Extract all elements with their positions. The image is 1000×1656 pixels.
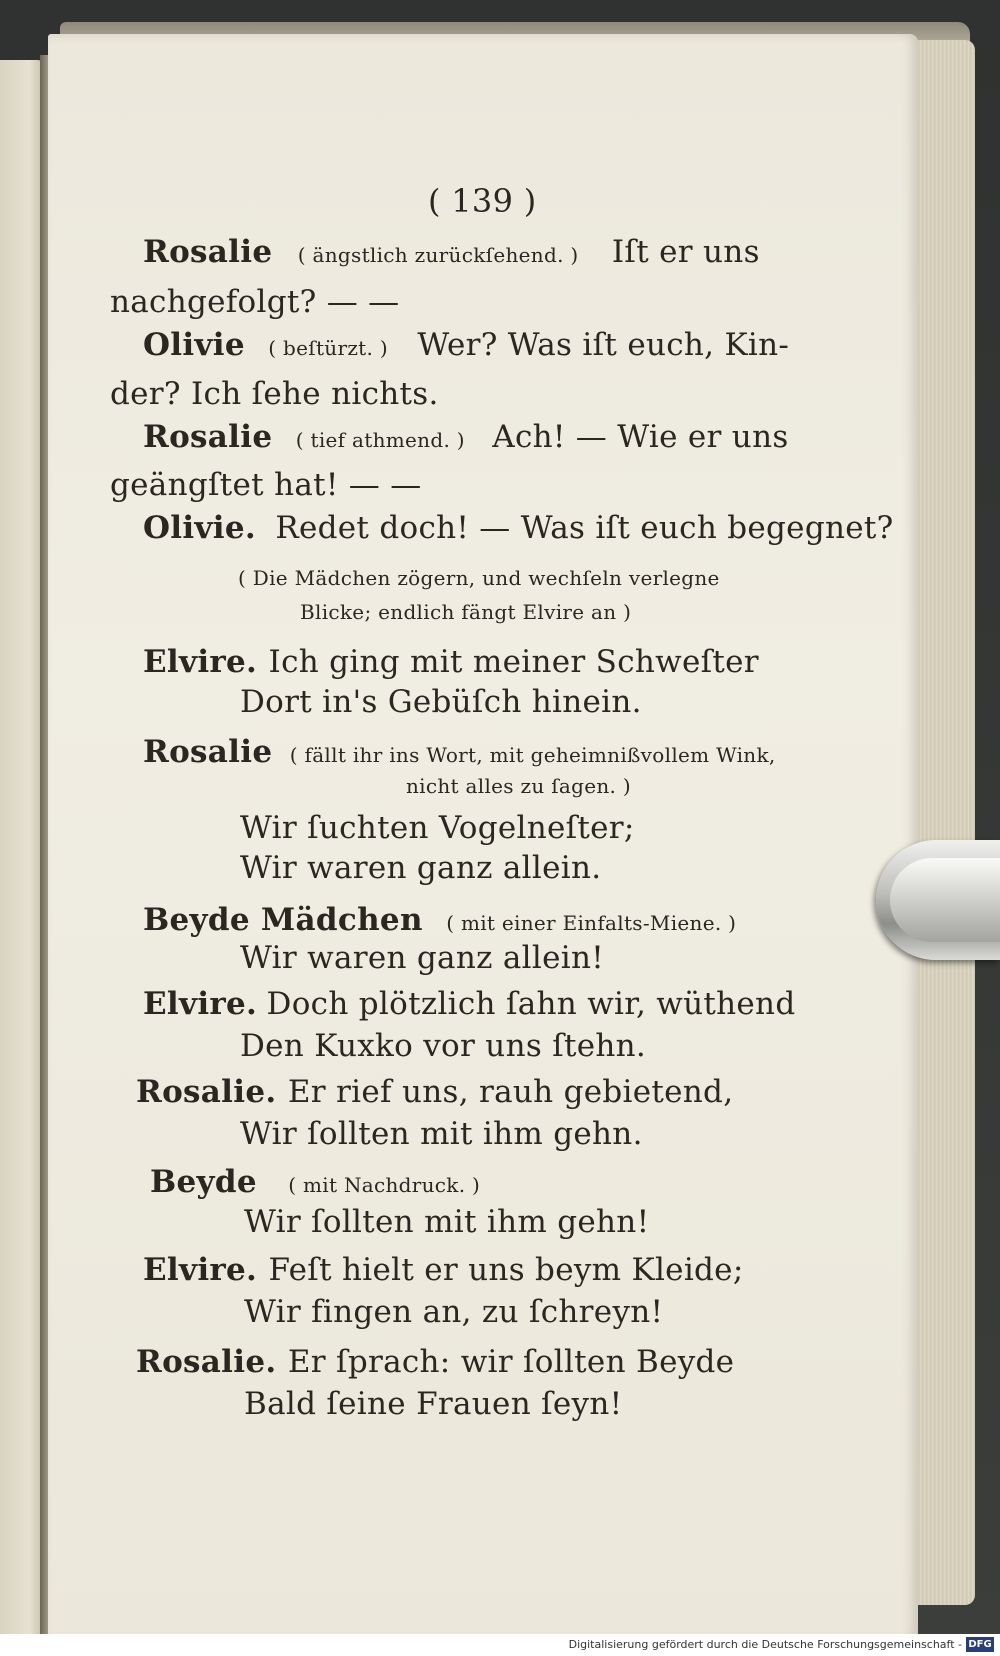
- text-line: [136, 1344, 734, 1380]
- text-line: [143, 734, 776, 770]
- text-line: [143, 1252, 744, 1288]
- speaker-name: Elvire.: [143, 1252, 258, 1288]
- stage-direction: ( fällt ihr ins Wort, mit geheimnißvollem Wink,: [289, 743, 776, 767]
- dialogue-text: Ich ging mit meiner Schweſter: [268, 644, 759, 680]
- stage-direction: ( mit Nachdruck. ): [288, 1173, 481, 1197]
- dialogue-text: Iſt er uns: [611, 234, 760, 270]
- dialogue-text: Wir waren ganz allein!: [240, 940, 604, 976]
- speaker-name: Rosalie: [143, 419, 273, 455]
- speaker-name: Elvire.: [143, 986, 258, 1022]
- dialogue-text: Wir ſuchten Vogelneſter;: [240, 810, 635, 846]
- page-number: ( 139 ): [428, 182, 537, 220]
- text-line: [136, 1074, 733, 1110]
- speaker-name: Rosalie.: [136, 1074, 277, 1110]
- speaker-name: Olivie: [143, 327, 245, 363]
- speaker-name: Rosalie.: [136, 1344, 277, 1380]
- text-line: [143, 986, 795, 1022]
- stage-direction: ( beſtürzt. ): [268, 336, 388, 360]
- dialogue-text: Feſt hielt er uns beym Kleide;: [268, 1252, 744, 1288]
- speaker-name: Rosalie: [143, 234, 273, 270]
- page-clip: [876, 840, 1000, 960]
- dialogue-text: der? Ich ſehe nichts.: [110, 376, 439, 412]
- dialogue-text: Er ſprach: wir ſollten Beyde: [287, 1344, 735, 1380]
- text-line: [143, 234, 760, 270]
- dialogue-text: Den Kuxko vor uns ſtehn.: [240, 1028, 647, 1064]
- dfg-logo-icon: DFG: [966, 1637, 994, 1652]
- text-line: [143, 644, 759, 680]
- left-page-edge: [0, 60, 42, 1635]
- dialogue-text: Wir ſollten mit ihm gehn!: [244, 1204, 650, 1240]
- stage-direction: ( mit einer Einfalts-Miene. ): [446, 911, 737, 935]
- dialogue-text: Bald ſeine Frauen ſeyn!: [244, 1386, 623, 1422]
- stage-direction: Blicke; endlich fängt Elvire an ): [300, 600, 632, 624]
- dialogue-text: Wir ſollten mit ihm gehn.: [240, 1116, 643, 1152]
- stage-direction: nicht alles zu ſagen. ): [406, 774, 631, 798]
- dialogue-text: geängſtet hat! — —: [110, 467, 422, 503]
- stage-direction: ( ängstlich zurückſehend. ): [297, 243, 579, 267]
- dialogue-text: nachgefolgt? — —: [110, 284, 400, 320]
- stage-direction: ( tief athmend. ): [295, 428, 465, 452]
- text-line: [143, 327, 789, 363]
- dialogue-text: Redet doch! — Was iſt euch begegnet?: [275, 510, 894, 546]
- dialogue-text: Dort in's Gebüſch hinein.: [240, 684, 642, 720]
- text-line: [143, 902, 736, 938]
- speaker-name: Olivie.: [143, 510, 256, 546]
- speaker-name: Elvire.: [143, 644, 258, 680]
- stage-direction: ( Die Mädchen zögern, und wechſeln verlegne: [238, 566, 720, 590]
- book-page: [48, 34, 918, 1642]
- footer-bar: [0, 1634, 1000, 1656]
- dialogue-text: Ach! — Wie er uns: [492, 419, 789, 455]
- dialogue-text: Doch plötzlich ſahn wir, wüthend: [266, 986, 796, 1022]
- footer-credit: Digitalisierung gefördert durch die Deutsche Forschungsgemeinschaft -: [568, 1638, 962, 1651]
- speaker-name: Beyde Mädchen: [143, 902, 423, 938]
- text-line: [143, 510, 894, 546]
- speaker-name: Rosalie: [143, 734, 273, 770]
- text-line: [143, 419, 789, 455]
- dialogue-text: Wir waren ganz allein.: [240, 850, 602, 886]
- dialogue-text: Wer? Was iſt euch, Kin-: [417, 327, 790, 363]
- dialogue-text: Er rief uns, rauh gebietend,: [287, 1074, 734, 1110]
- text-line: [150, 1164, 480, 1200]
- page-clip-highlight: [890, 858, 1000, 942]
- dialogue-text: Wir fingen an, zu ſchreyn!: [244, 1294, 664, 1330]
- speaker-name: Beyde: [150, 1164, 257, 1200]
